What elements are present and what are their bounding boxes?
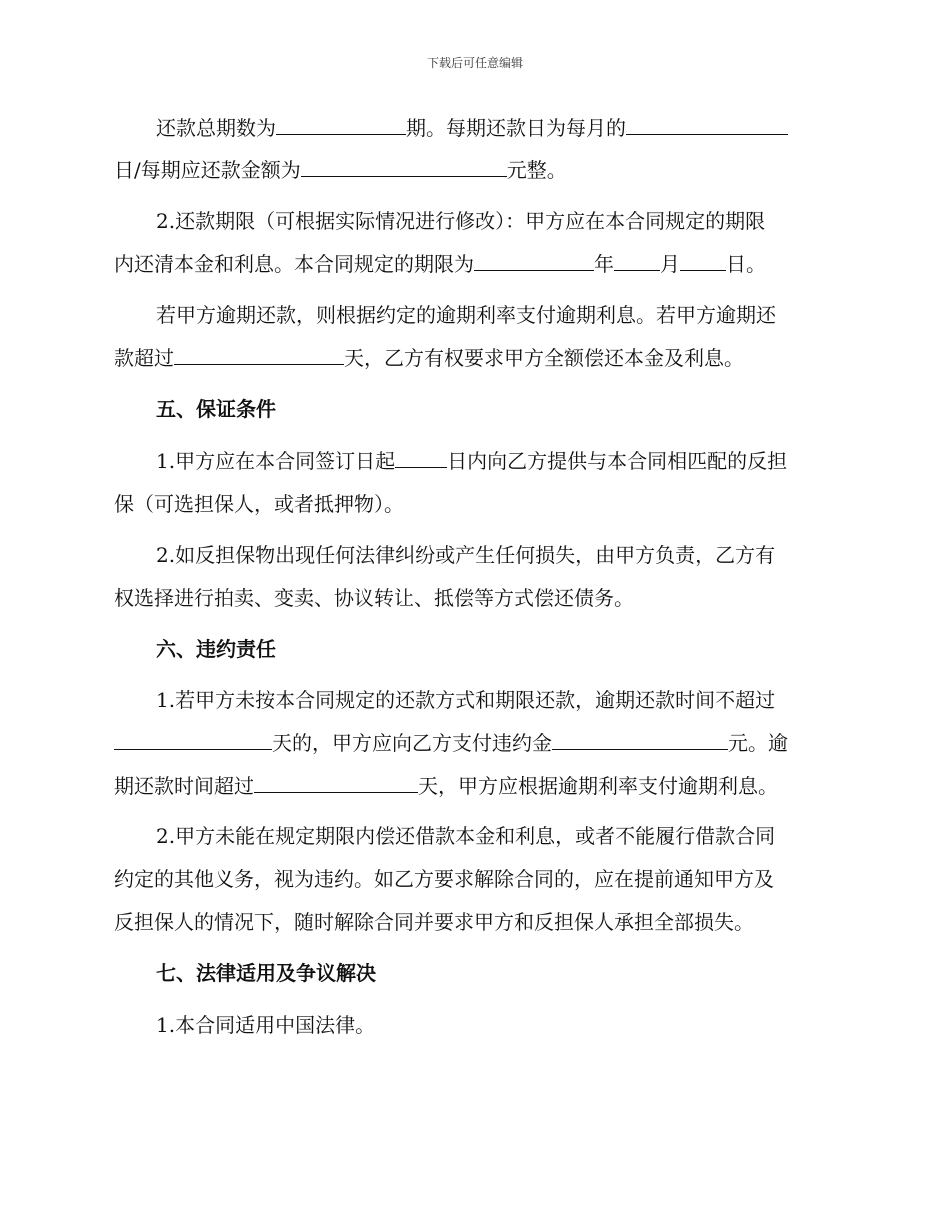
- text-segment: 内还清本金和利息。本合同规定的期限为: [114, 252, 474, 276]
- text-line: 反担保人的情况下，随时解除合同并要求甲方和反担保人承担全部损失。: [114, 910, 754, 934]
- text-segment: 日。: [726, 252, 766, 276]
- text-segment: 款超过: [114, 346, 174, 370]
- fill-blank[interactable]: [114, 729, 272, 750]
- text-segment: 期还款时间超过: [114, 774, 254, 798]
- fill-blank[interactable]: [680, 250, 726, 271]
- fill-blank[interactable]: [276, 114, 406, 135]
- section-heading-6: 六、违约责任: [156, 637, 276, 661]
- text-line: 2.如反担保物出现任何法律纠纷或产生任何损失，由甲方负责，乙方有: [156, 543, 776, 567]
- fill-blank[interactable]: [174, 344, 344, 365]
- fill-blank[interactable]: [552, 729, 728, 750]
- text-segment: 日内向乙方提供与本合同相匹配的反担: [447, 449, 788, 473]
- fill-blank[interactable]: [301, 156, 507, 177]
- text-line: 若甲方逾期还款，则根据约定的逾期利率支付逾期利息。若甲方逾期还: [156, 303, 776, 327]
- text-line: 权选择进行拍卖、变卖、协议转让、抵偿等方式偿还债务。: [114, 586, 634, 610]
- text-segment: 日/每期应还款金额为: [114, 158, 301, 182]
- text-line: 2.甲方未能在规定期限内偿还借款本金和利息，或者不能履行借款合同: [156, 824, 776, 848]
- text-line: [114, 729, 788, 757]
- text-line: [114, 250, 766, 278]
- text-segment: 期。每期还款日为每月的: [406, 116, 626, 140]
- text-segment: 元整。: [506, 158, 567, 182]
- section-heading-7: 七、法律适用及争议解决: [156, 961, 376, 985]
- text-line: [114, 344, 744, 372]
- text-segment: 月: [660, 252, 680, 276]
- fill-blank[interactable]: [614, 250, 660, 271]
- text-line: [114, 772, 778, 800]
- text-segment: 年: [594, 252, 614, 276]
- text-line: 2.还款期限（可根据实际情况进行修改）：甲方应在本合同规定的期限: [156, 209, 766, 233]
- text-segment: 天，甲方应根据逾期利率支付逾期利息。: [418, 774, 778, 798]
- text-segment: 还款总期数为: [156, 116, 276, 140]
- text-line: 约定的其他义务，视为违约。如乙方要求解除合同的，应在提前通知甲方及: [114, 867, 774, 891]
- page-header: 下载后可任意编辑: [426, 56, 523, 70]
- text-line: 保（可选担保人，或者抵押物）。: [114, 492, 404, 516]
- fill-blank[interactable]: [474, 250, 594, 271]
- fill-blank[interactable]: [626, 114, 788, 135]
- fill-blank[interactable]: [254, 772, 418, 793]
- section-heading-5: 五、保证条件: [156, 397, 276, 421]
- text-line: [114, 156, 567, 184]
- text-segment: 天的，甲方应向乙方支付违约金: [272, 731, 552, 755]
- text-line: [156, 114, 788, 142]
- text-line: 1.本合同适用中国法律。: [156, 1013, 376, 1037]
- text-line: 1.若甲方未按本合同规定的还款方式和期限还款，逾期还款时间不超过: [156, 688, 776, 712]
- text-segment: 天，乙方有权要求甲方全额偿还本金及利息。: [344, 346, 744, 370]
- text-line: [156, 447, 787, 475]
- text-segment: 元。逾: [728, 731, 788, 755]
- fill-blank[interactable]: [395, 447, 447, 468]
- text-segment: 1.甲方应在本合同签订日起: [156, 449, 396, 473]
